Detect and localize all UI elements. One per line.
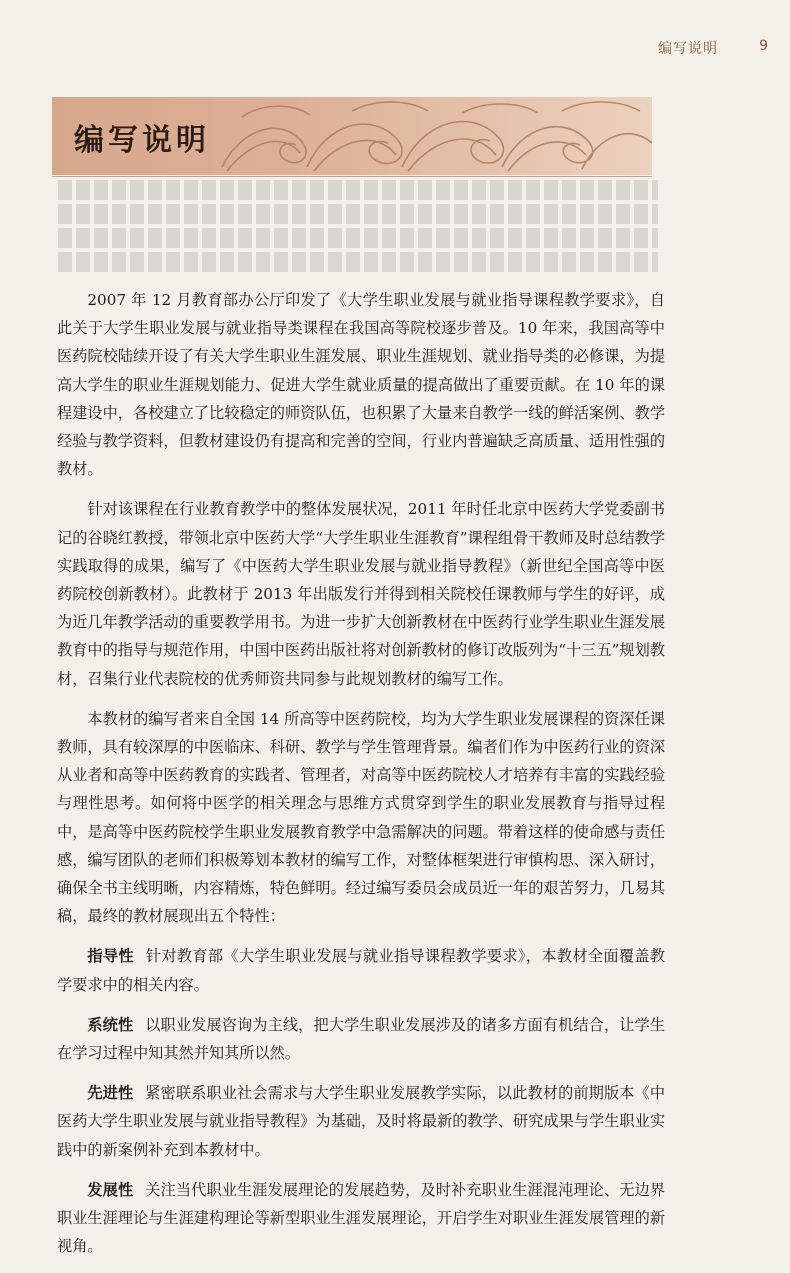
feature-systematic	[57, 1011, 665, 1067]
page-number: 9	[759, 38, 768, 54]
paragraph: 针对该课程在行业教育教学中的整体发展状况，2011 年时任北京中医药大学党委副书记的谷晓红教授，带领北京中医药大学“大学生职业生涯教育”课程组骨干教师及时总结教学实践取得的成果，编写了《中医药大学生职业发展与就业指导教程》（新世纪全国高等中医药院校创新教材）。此教材于 2013 年出版发行并得到相关院校任课教师与学生的好评，成为近几年教学活动的重要教学用书。为进一步扩大创新教材在中医药行业学生职业生涯发展教育中的指导与规范作用，中国中医药出版社将对创新教材的修订改版列为“十三五”规划教材，召集行业代表院校的优秀师资共同参与此规划教材的编写工作。	[57, 500, 665, 688]
feature-advanced	[57, 1079, 665, 1164]
feature-developmental	[57, 1176, 665, 1261]
feature-text: 针对教育部《大学生职业发展与就业指导课程教学要求》，本教材全面覆盖教学要求中的相关内容。	[57, 947, 666, 994]
paragraph: 2007 年 12 月教育部办公厅印发了《大学生职业发展与就业指导课程教学要求》，自此关于大学生职业发展与就业指导类课程在我国高等院校逐步普及。10 年来，我国高等中医药院校陆续开设了有关大学生职业生涯发展、职业生涯规划、就业指导类的必修课，为提高大学生的职业生涯规划能力、促进大学生就业质量的提高做出了重要贡献。在 10 年的课程建设中，各校建立了比较稳定的师资队伍，也积累了大量来自教学一线的鲜活案例、教学经验与教学资料，但教材建设仍有提高和完善的空间，行业内普遍缺乏高质量、适用性强的教材。	[57, 291, 665, 479]
page-header	[0, 0, 790, 80]
running-head-title: 编写说明	[658, 41, 718, 57]
feature-text: 以职业发展咨询为主线，把大学生职业发展涉及的诸多方面有机结合，让学生在学习过程中知其然并知其所以然。	[57, 1015, 666, 1063]
chapter-banner	[52, 97, 652, 175]
show-through-text	[58, 180, 658, 280]
feature-term: 发展性	[87, 1180, 134, 1199]
body-text	[57, 286, 665, 1273]
banner-divider	[52, 176, 652, 177]
feature-guidance	[57, 942, 665, 998]
feature-term: 指导性	[87, 947, 134, 966]
feature-text: 紧密联系职业社会需求与大学生职业发展教学实际，以此教材的前期版本《中医药大学生职业发展与就业指导教程》为基础，及时将最新的教学、研究成果与学生职业实践中的新案例补充到本教材中。	[57, 1084, 666, 1159]
feature-text: 关注当代职业生涯发展理论的发展趋势，及时补充职业生涯混沌理论、无边界职业生涯理论与生涯建构理论等新型职业生涯发展理论，开启学生对职业生涯发展管理的新视角。	[57, 1180, 666, 1256]
paragraph: 本教材的编写者来自全国 14 所高等中医药院校，均为大学生职业发展课程的资深任课教师，具有较深厚的中医临床、科研、教学与学生管理背景。编者们作为中医药行业的资深从业者和高等中医药教育的实践者、管理者，对高等中医药院校人才培养有丰富的实践经验与理性思考。如何将中医学的相关理念与思维方式贯穿到学生的职业发展教育与指导过程中，是高等中医药院校学生职业发展教育教学中急需解决的问题。带着这样的使命感与责任感，编写团队的老师们积极筹划本教材的编写工作，对整体框架进行审慎构思、深入研讨，确保全书主线明晰，内容精炼，特色鲜明。经过编写委员会成员近一年的艰苦努力，几易其稿，最终的教材展现出五个特性：	[57, 709, 665, 926]
feature-term: 系统性	[87, 1015, 134, 1034]
feature-term: 先进性	[87, 1084, 134, 1103]
chapter-title: 编写说明	[74, 123, 210, 158]
